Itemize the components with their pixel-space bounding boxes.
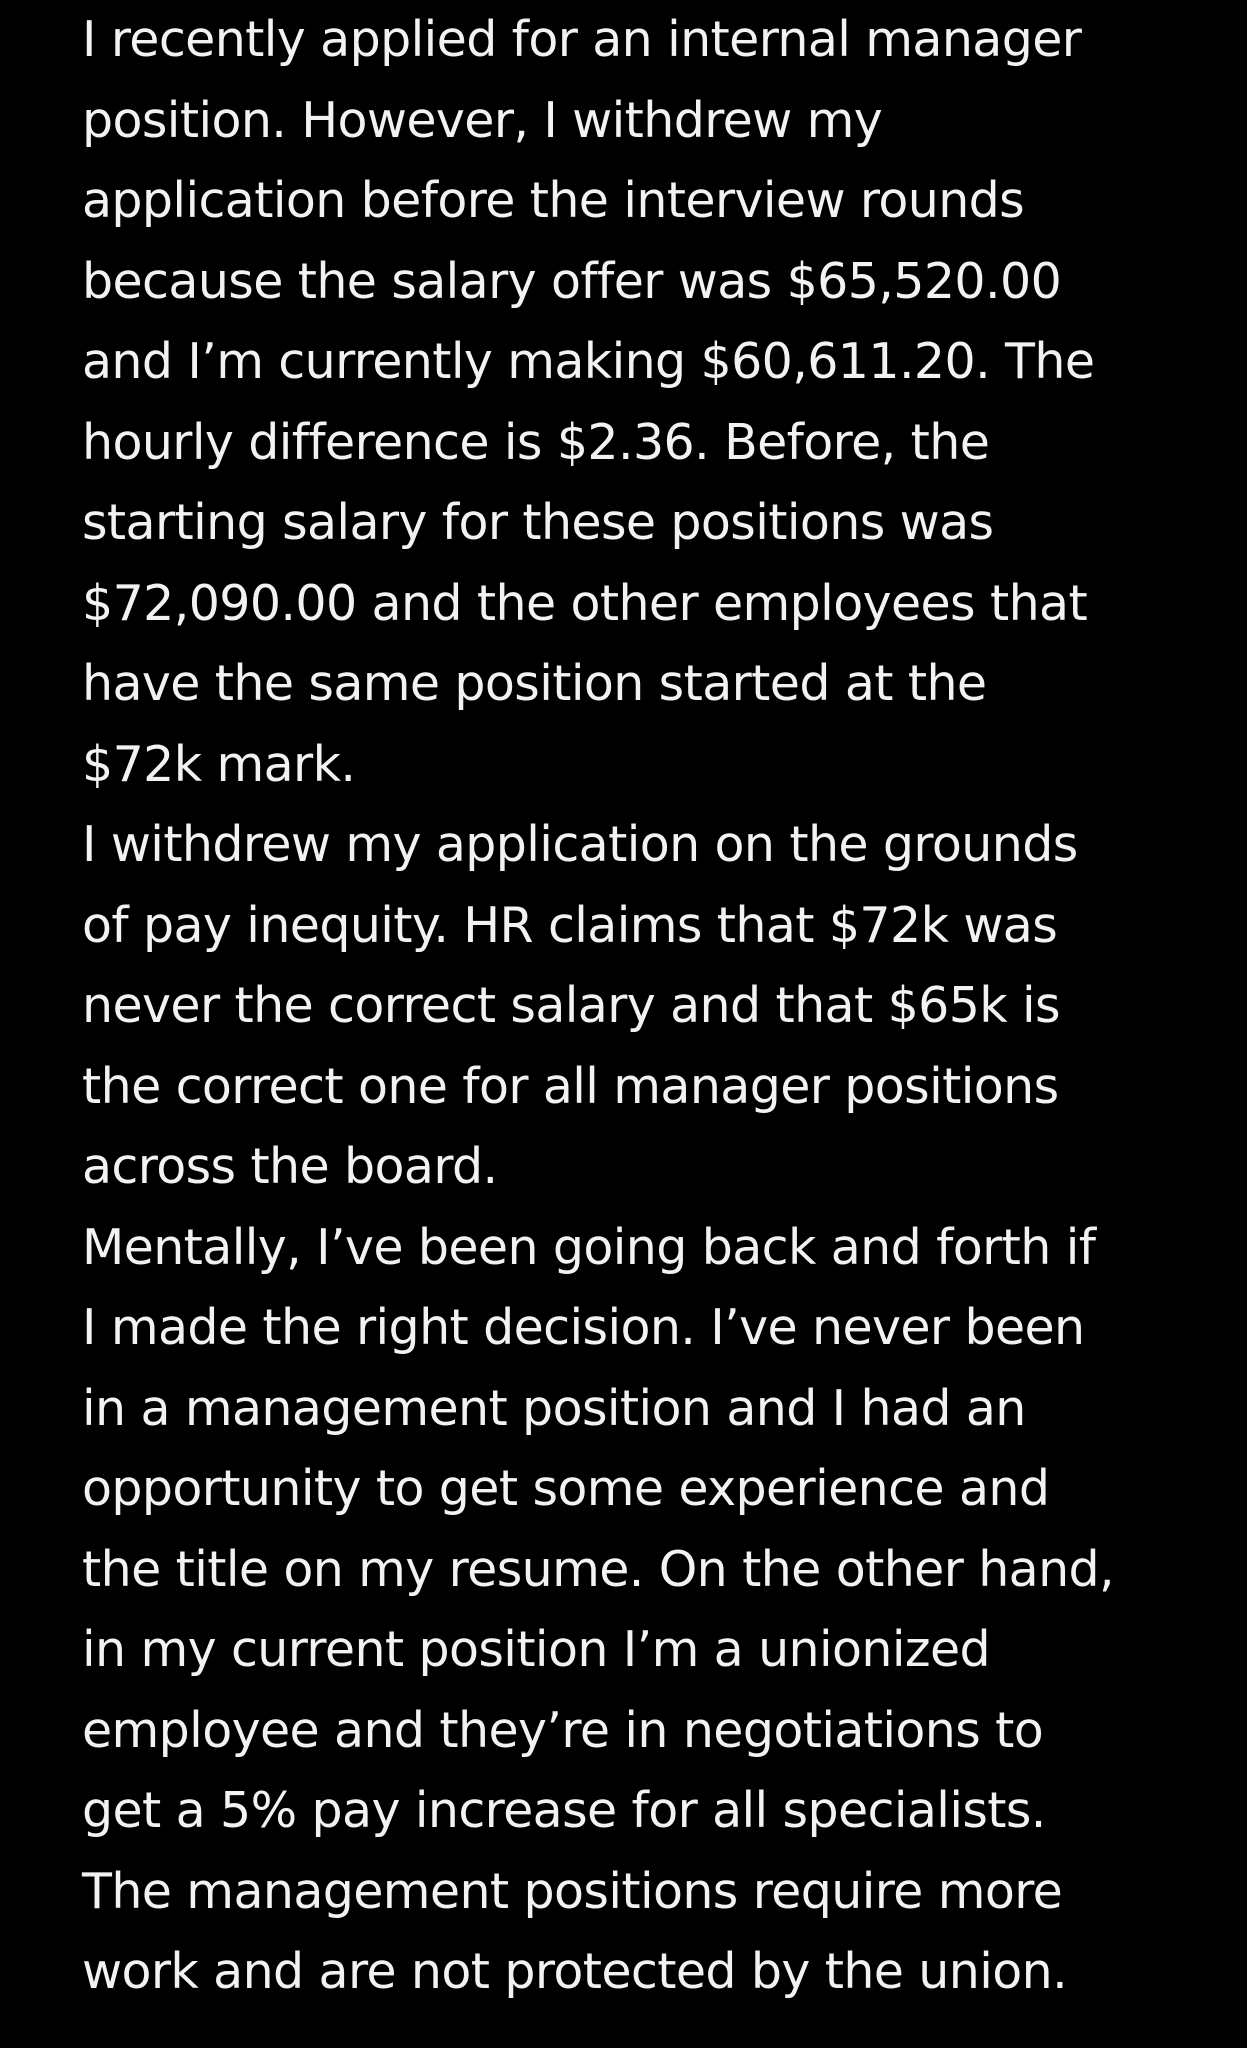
note-line: across the board.: [82, 1138, 498, 1195]
note-line: hourly difference is $2.36. Before, the: [82, 413, 990, 471]
note-line: application before the interview rounds: [82, 172, 1025, 229]
note-line: Mentally, I’ve been going back and forth if: [82, 1218, 1096, 1276]
note-line: never the correct salary and that $65k is: [82, 977, 1060, 1034]
note-line: the title on my resume. On the other hand,: [82, 1540, 1115, 1598]
note-line: The management positions require more: [82, 1862, 1063, 1920]
note-line: in a management position and I had an: [82, 1379, 1026, 1437]
note-line: the correct one for all manager positions: [82, 1057, 1059, 1115]
note-line: in my current position I’m a unionized: [82, 1621, 991, 1678]
note-line: and I’m currently making $60,611.20. The: [82, 333, 1095, 390]
note-text-body: [82, 0, 1212, 2013]
note-line: because the salary offer was $65,520.00: [82, 252, 1062, 310]
note-line: I withdrew my application on the grounds: [82, 816, 1078, 873]
note-line: have the same position started at the: [82, 655, 987, 712]
note-line: of pay inequity. HR claims that $72k was: [82, 896, 1058, 954]
note-line: get a 5% pay increase for all specialists.: [82, 1782, 1046, 1839]
note-line: work and are not protected by the union.: [82, 1943, 1068, 2000]
note-line: opportunity to get some experience and: [82, 1460, 1050, 1517]
note-line: employee and they’re in negotiations to: [82, 1701, 1044, 1759]
note-line: $72,090.00 and the other employees that: [82, 574, 1088, 632]
note-line: $72k mark.: [82, 735, 356, 793]
note-line: starting salary for these positions was: [82, 494, 994, 551]
note-line: I made the right decision. I’ve never been: [82, 1299, 1085, 1356]
note-line: position. However, I withdrew my: [82, 91, 883, 149]
note-line: I recently applied for an internal manager: [82, 11, 1082, 68]
